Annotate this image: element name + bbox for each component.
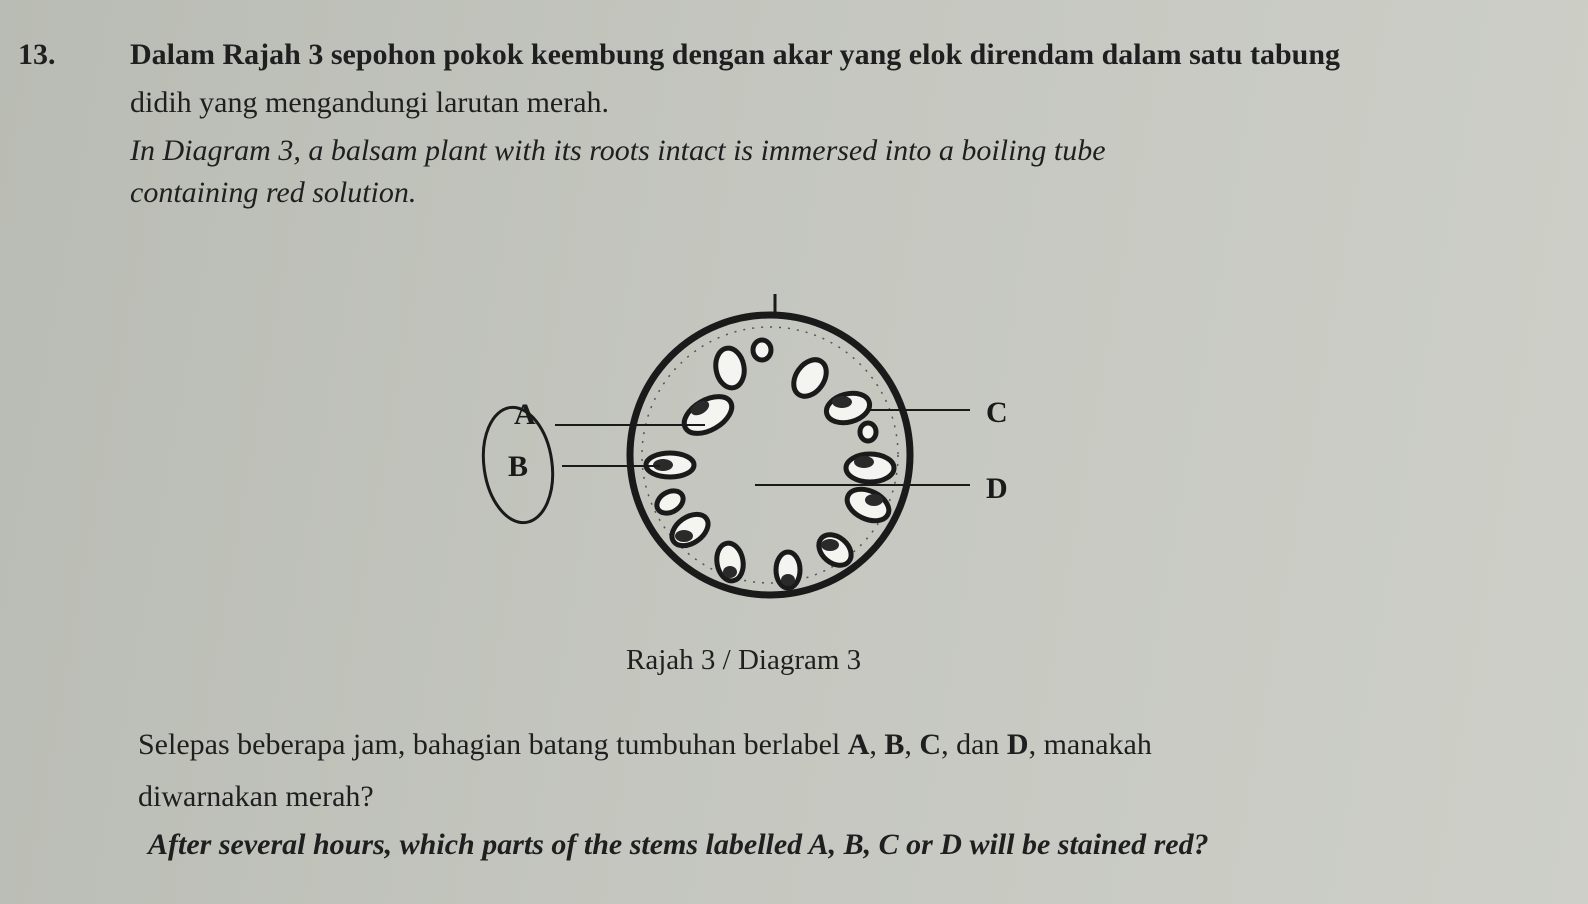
diagram-caption: Rajah 3 / Diagram 3 bbox=[626, 644, 862, 676]
prompt-english-line: After several hours, which parts of the stems labelled A, B, C or D will be stained red? bbox=[148, 828, 1209, 861]
xylem-cap bbox=[781, 574, 795, 586]
label-c-ref: C bbox=[919, 728, 942, 761]
label-a-ref: A bbox=[847, 728, 870, 761]
prompt-text: Selepas beberapa jam, bahagian batang tumbuhan berlabel bbox=[138, 728, 848, 761]
xylem-cap bbox=[854, 456, 874, 468]
xylem-cap bbox=[723, 566, 737, 578]
vascular-bundle bbox=[653, 486, 687, 517]
prompt-separator: , bbox=[869, 728, 885, 761]
label-a: A bbox=[514, 398, 536, 431]
xylem-cap bbox=[865, 494, 883, 506]
label-c: C bbox=[986, 396, 1008, 429]
xylem-cap bbox=[821, 539, 839, 551]
label-d-ref: D bbox=[1006, 728, 1029, 761]
question-number: 13. bbox=[18, 38, 56, 71]
stem-cross-section-diagram bbox=[470, 280, 1070, 640]
xylem-cap bbox=[832, 396, 852, 408]
label-b: B bbox=[508, 450, 529, 483]
prompt-separator: , bbox=[904, 728, 920, 761]
vascular-bundle bbox=[666, 508, 714, 552]
prompt-malay-line-2: diwarnakan merah? bbox=[138, 780, 374, 813]
label-d: D bbox=[986, 472, 1008, 505]
vascular-bundle bbox=[753, 340, 771, 360]
vascular-bundle bbox=[787, 354, 833, 403]
question-malay-line-1: Dalam Rajah 3 sepohon pokok keembung dengan akar yang elok direndam dalam satu tabung bbox=[130, 38, 1341, 71]
label-b-ref: B bbox=[884, 728, 905, 761]
vascular-bundle bbox=[813, 528, 857, 571]
question-malay-line-2: didih yang mengandungi larutan merah. bbox=[130, 86, 610, 119]
vascular-bundle bbox=[713, 346, 748, 390]
prompt-text: , manakah bbox=[1028, 728, 1152, 761]
xylem-cap bbox=[675, 530, 693, 542]
vascular-bundle bbox=[860, 423, 876, 441]
vascular-bundle bbox=[678, 389, 738, 441]
question-english-line-2: containing red solution. bbox=[130, 176, 417, 209]
prompt-malay-line-1 bbox=[138, 728, 1152, 762]
question-english-line-1: In Diagram 3, a balsam plant with its roots intact is immersed into a boiling tube bbox=[130, 134, 1106, 167]
prompt-separator: , dan bbox=[941, 728, 1007, 761]
vascular-bundle bbox=[842, 483, 894, 527]
